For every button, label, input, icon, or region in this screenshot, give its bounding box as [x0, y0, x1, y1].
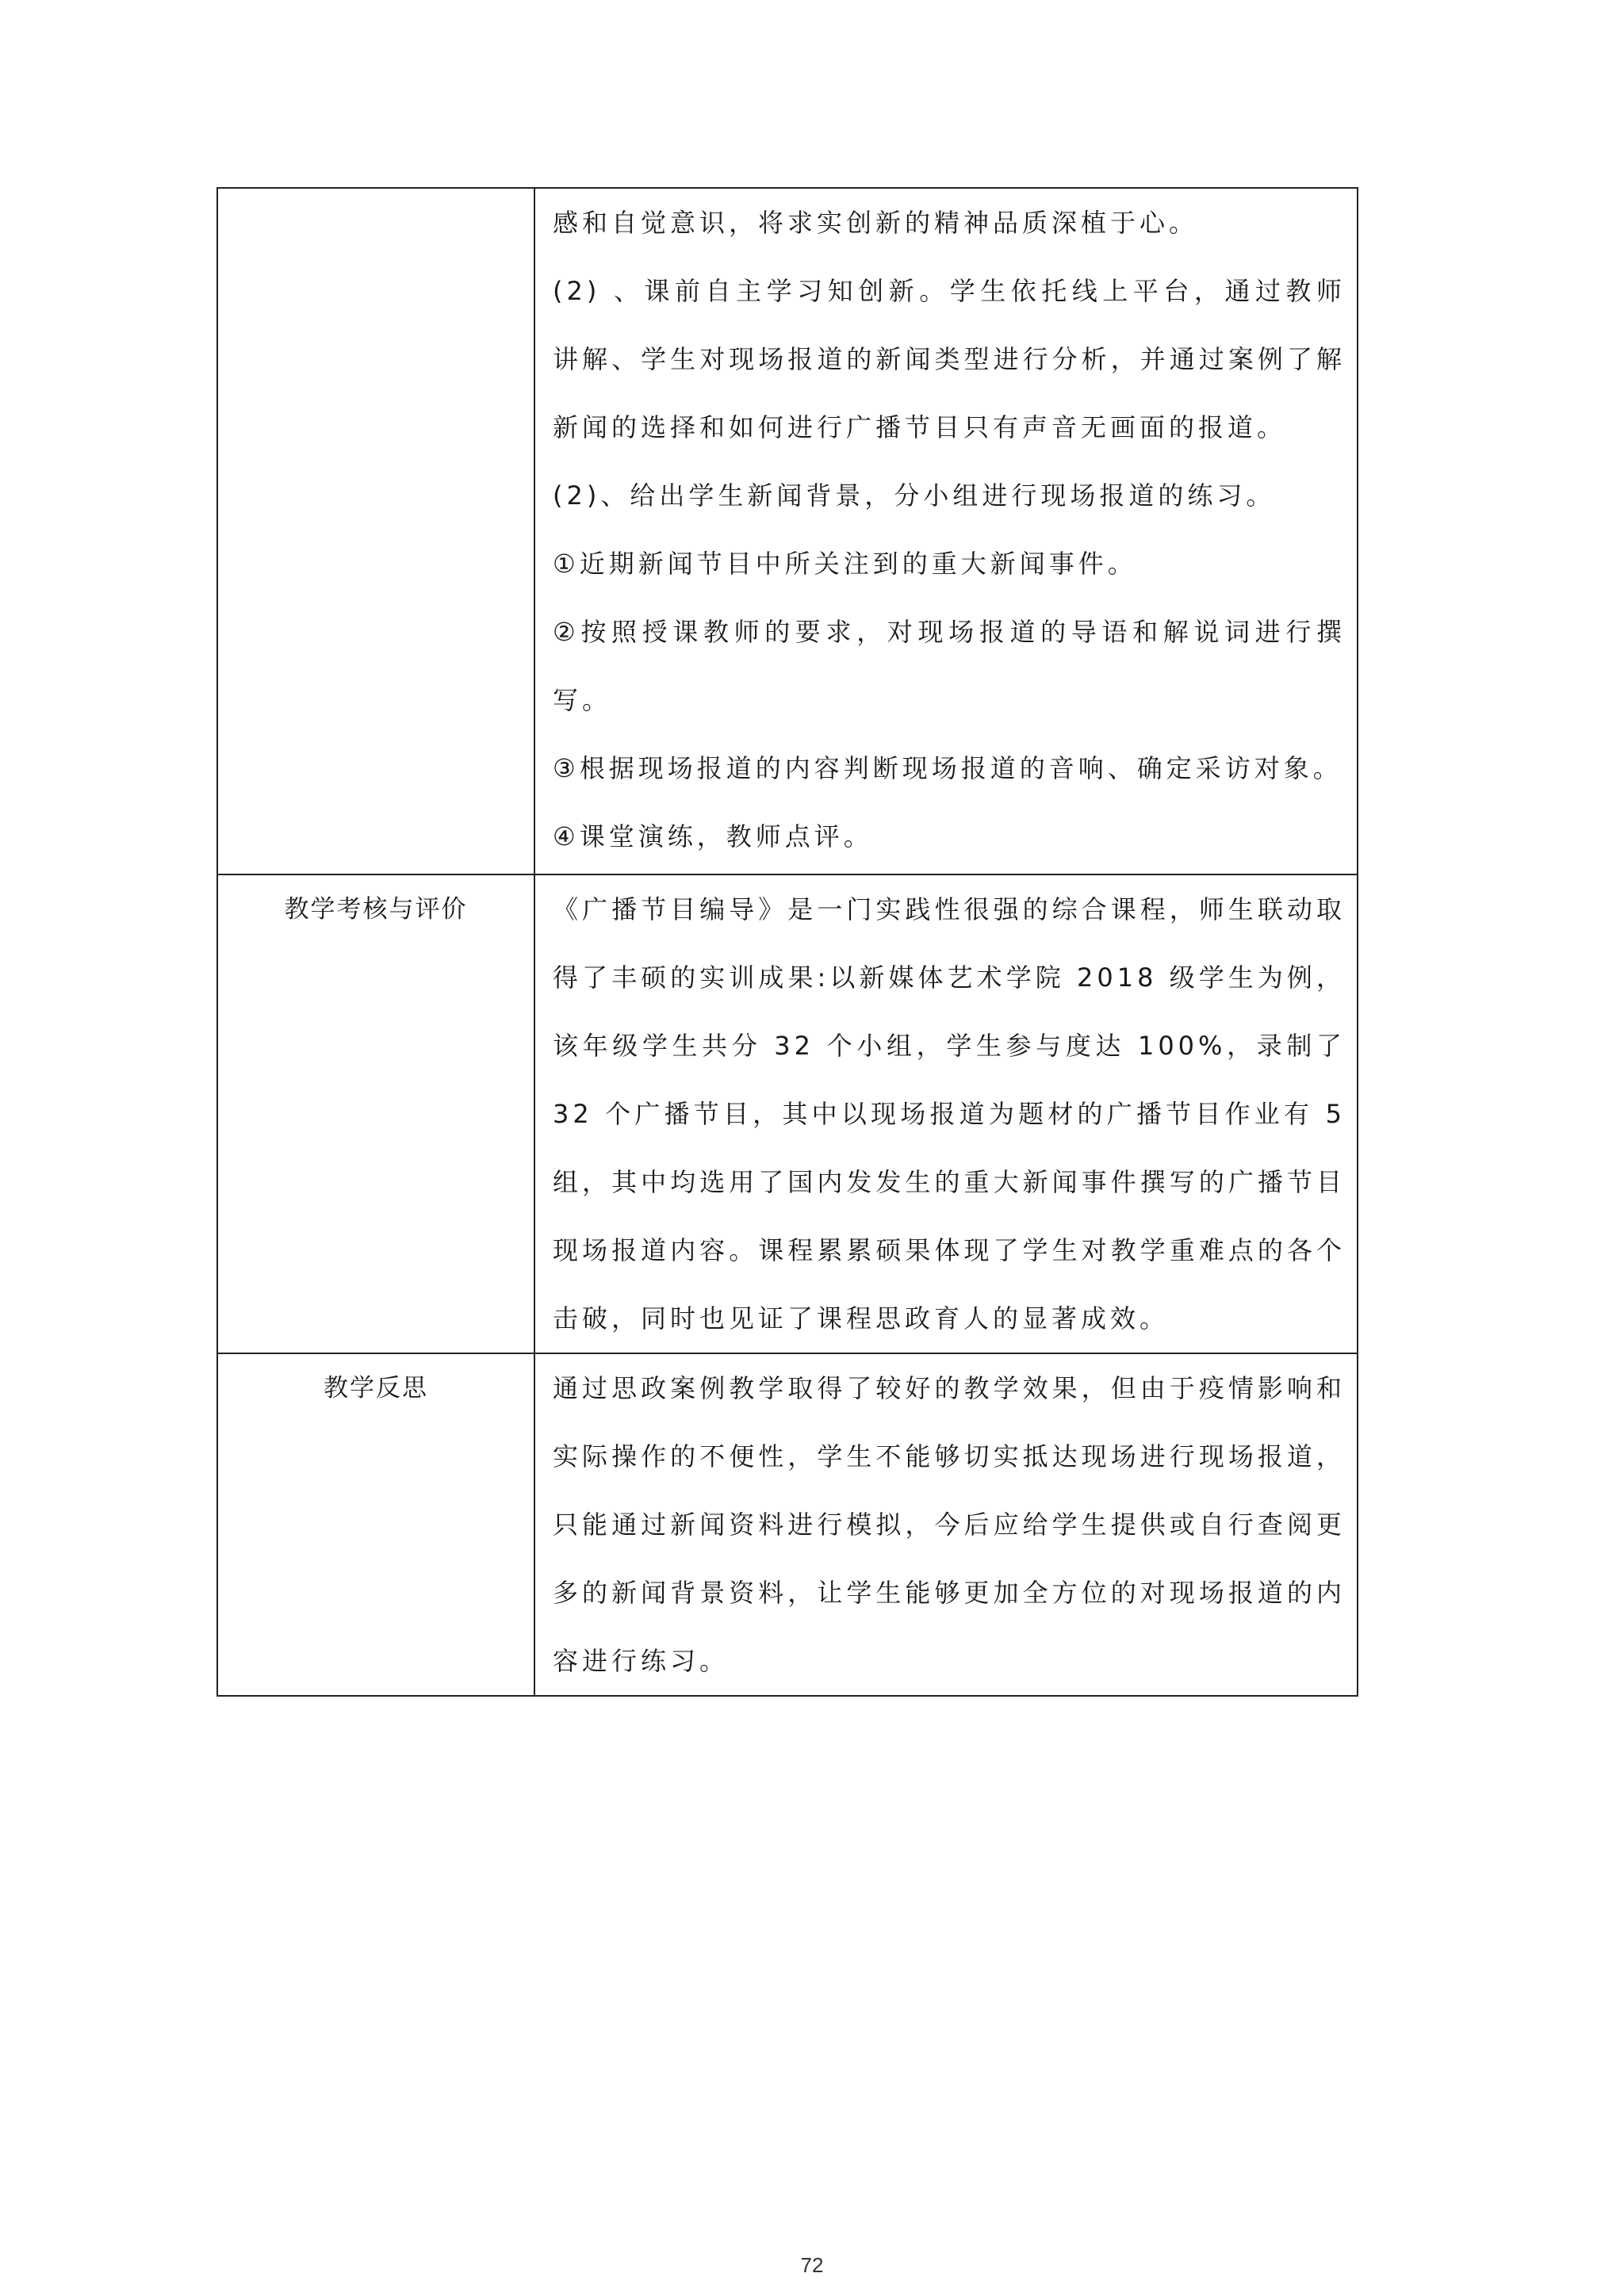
- content-paragraph: ④课堂演练，教师点评。: [553, 821, 873, 851]
- page-number: 72: [800, 2253, 824, 2277]
- content-paragraph: 通过思政案例教学取得了较好的教学效果，但由于疫情影响和实际操作的不便性，学生不能够切实抵达现场进行现场报道，只能通过新闻资料进行模拟，今后应给学生提供或自行查阅更多的新闻背景资料，让学生能够更加全方位的对现场报道的内容进行练习。: [553, 1373, 1346, 1676]
- row-content: [534, 1353, 1358, 1696]
- table-row: [217, 188, 1358, 874]
- content-paragraph: ①近期新闻节目中所关注到的重大新闻事件。: [553, 549, 1137, 579]
- content-paragraph: (2) 、课前自主学习知创新。学生依托线上平台，通过教师讲解、学生对现场报道的新闻类型进行分析，并通过案例了解新闻的选择和如何进行广播节目只有声音无画面的报道。: [553, 276, 1346, 442]
- content-paragraph: 《广播节目编导》是一门实践性很强的综合课程，师生联动取得了丰硕的实训成果:以新媒体艺术学院 2018 级学生为例，该年级学生共分 32 个小组，学生参与度达 100%，录制了 32 个广播节目，其中以现场报道为题材的广播节目作业有 5 组，其中均选用了国内发发生的重大新闻事件撰写的广播节目现场报道内容。课程累累硕果体现了学生对教学重难点的各个击破，同时也见证了课程思政育人的显著成效。: [553, 894, 1346, 1334]
- row-content: [534, 188, 1358, 874]
- content-paragraph: ③根据现场报道的内容判断现场报道的音响、确定采访对象。: [553, 753, 1342, 783]
- row-content: [534, 874, 1358, 1353]
- content-paragraph: (2)、给出学生新闻背景，分小组进行现场报道的练习。: [553, 480, 1276, 511]
- row-label-assessment: 教学考核与评价: [217, 874, 534, 1353]
- table-row: [217, 874, 1358, 1353]
- table-row: [217, 1353, 1358, 1696]
- content-paragraph: ②按照授课教师的要求，对现场报道的导语和解说词进行撰写。: [553, 617, 1346, 715]
- row-label-reflection: 教学反思: [217, 1353, 534, 1696]
- course-design-table: [216, 187, 1358, 1697]
- content-paragraph: 感和自觉意识，将求实创新的精神品质深植于心。: [553, 208, 1199, 238]
- row-label: [217, 188, 534, 874]
